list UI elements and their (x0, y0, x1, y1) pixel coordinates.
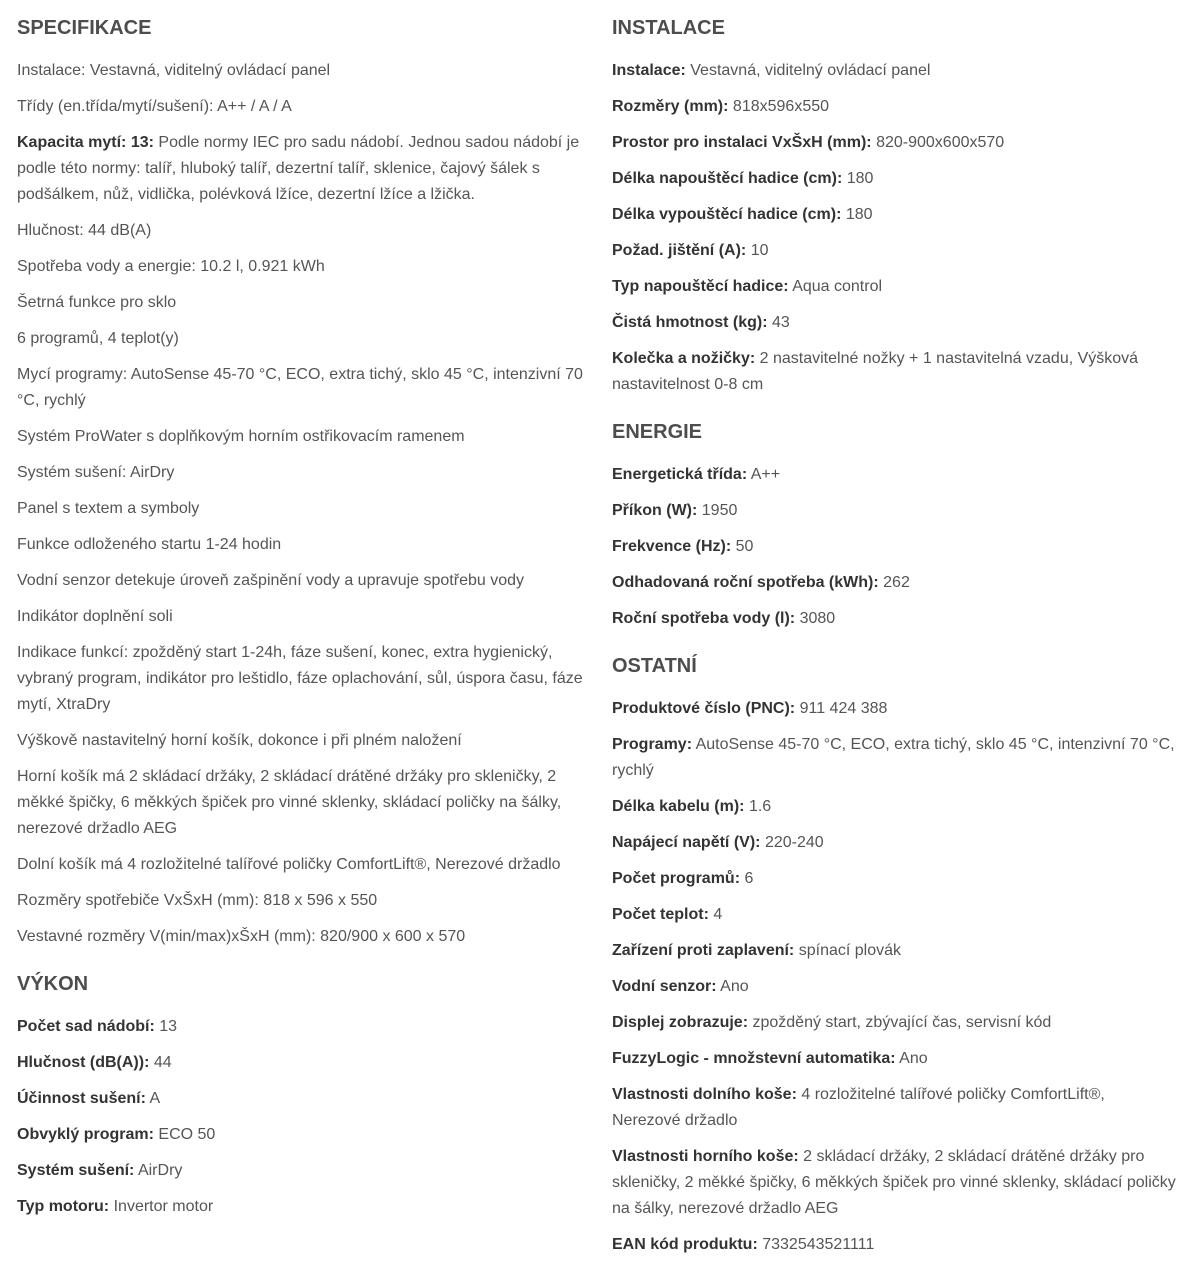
spec-label: Obvyklý program: (17, 1126, 154, 1143)
spec-label: Kapacita mytí: 13: (17, 134, 154, 151)
spec-value: 180 (845, 206, 873, 223)
spec-label: Typ napouštěcí hadice: (612, 278, 789, 295)
spec-item (612, 866, 1177, 892)
spec-value: 44 (153, 1054, 172, 1071)
spec-label: Vlastnosti dolního koše: (612, 1086, 797, 1103)
spec-item (17, 290, 587, 316)
spec-item (17, 130, 587, 208)
spec-item (17, 532, 587, 558)
spec-value: Funkce odloženého startu 1-24 hodin (17, 536, 282, 553)
spec-value: 6 programů, 4 teplot(y) (17, 330, 179, 347)
spec-label: Čistá hmotnost (kg): (612, 314, 768, 331)
list-vykon (17, 1014, 587, 1220)
spec-value: A (149, 1090, 161, 1107)
spec-item (17, 326, 587, 352)
spec-item (612, 794, 1177, 820)
spec-label: Systém sušení: (17, 1162, 135, 1179)
spec-item (612, 1046, 1177, 1072)
list-energie (612, 462, 1177, 632)
spec-item (612, 346, 1177, 398)
spec-item (612, 606, 1177, 632)
spec-item (17, 1122, 587, 1148)
spec-item (612, 202, 1177, 228)
spec-value: 2 skládací držáky, 2 skládací drátěné držáky pro skleničky, 2 měkké špičky, 6 měkkých špiček pro vinné sklenky, skládací poličky na šálky, nerezové držadlo AEG (612, 1148, 1176, 1217)
spec-value: 2 nastavitelné nožky + 1 nastavitelná vzadu, Výšková nastavitelnost 0-8 cm (612, 350, 1139, 393)
spec-item (612, 166, 1177, 192)
spec-item (612, 1010, 1177, 1036)
spec-value: Hlučnost: 44 dB(A) (17, 222, 152, 239)
spec-item (17, 852, 587, 878)
spec-item (612, 1232, 1177, 1258)
section-title-energie: ENERGIE (612, 421, 703, 443)
spec-item (17, 604, 587, 630)
spec-item (612, 1144, 1177, 1222)
spec-value: 6 (744, 870, 754, 887)
spec-label: Programy: (612, 736, 693, 753)
spec-item (17, 1014, 587, 1040)
spec-value: Mycí programy: AutoSense 45-70 °C, ECO, extra tichý, sklo 45 °C, intenzivní 70 °C, rychlý (17, 366, 583, 409)
spec-item (612, 1082, 1177, 1134)
spec-label: Energetická třída: (612, 466, 748, 483)
spec-label: Hlučnost (dB(A)): (17, 1054, 150, 1071)
spec-item (17, 218, 587, 244)
spec-item (17, 460, 587, 486)
spec-item (612, 498, 1177, 524)
left-column (17, 0, 587, 1230)
spec-label: Napájecí napětí (V): (612, 834, 761, 851)
spec-label: Kolečka a nožičky: (612, 350, 756, 367)
spec-label: Typ motoru: (17, 1198, 110, 1215)
spec-label: EAN kód produktu: (612, 1236, 758, 1253)
spec-item (612, 732, 1177, 784)
spec-value: 220-240 (764, 834, 824, 851)
spec-item (17, 888, 587, 914)
spec-value: 43 (772, 314, 790, 331)
spec-value: 10 (750, 242, 769, 259)
spec-label: Délka kabelu (m): (612, 798, 745, 815)
spec-value: 50 (735, 538, 754, 555)
spec-item (612, 462, 1177, 488)
spec-item (612, 58, 1177, 84)
spec-label: Zařízení proti zaplavení: (612, 942, 795, 959)
spec-value: Vodní senzor detekuje úroveň zašpinění vody a upravuje spotřebu vody (17, 572, 524, 589)
right-column (612, 0, 1177, 1268)
spec-value: Vestavné rozměry V(min/max)xŠxH (mm): 820/900 x 600 x 570 (17, 928, 466, 945)
spec-value: Aqua control (792, 278, 883, 295)
section-title-instalace: INSTALACE (612, 17, 725, 39)
spec-label: Odhadovaná roční spotřeba (kWh): (612, 574, 879, 591)
spec-item (17, 568, 587, 594)
spec-value: Podle normy IEC pro sadu nádobí. Jednou sadou nádobí je podle této normy: talíř, hluboký talíř, dezertní talíř, sklenice, čajový šálek s podšálkem, nůž, vidlička, polévková lžíce, dezertní lžíce a lžička. (17, 134, 580, 203)
spec-value: AirDry (137, 1162, 183, 1179)
spec-item (17, 496, 587, 522)
spec-item (17, 924, 587, 950)
spec-value: Invertor motor (113, 1198, 214, 1215)
spec-label: Roční spotřeba vody (l): (612, 610, 796, 627)
spec-label: Příkon (W): (612, 502, 698, 519)
spec-value: Indikace funkcí: zpožděný start 1-24h, fáze sušení, konec, extra hygienický, vybraný program, indikátor pro leštidlo, fáze oplachování, sůl, úspora času, fáze mytí, XtraDry (17, 644, 583, 713)
spec-value: A++ (750, 466, 781, 483)
spec-label: Frekvence (Hz): (612, 538, 732, 555)
spec-label: Rozměry (mm): (612, 98, 729, 115)
spec-item (17, 58, 587, 84)
spec-item (612, 570, 1177, 596)
spec-value: 7332543521111 (762, 1236, 875, 1253)
section-title-ostatni: OSTATNÍ (612, 655, 697, 677)
spec-item (17, 1194, 587, 1220)
spec-label: Délka napouštěcí hadice (cm): (612, 170, 843, 187)
spec-label: Prostor pro instalaci VxŠxH (mm): (612, 134, 872, 151)
spec-value: AutoSense 45-70 °C, ECO, extra tichý, sklo 45 °C, intenzivní 70 °C, rychlý (612, 736, 1175, 779)
spec-item (17, 94, 587, 120)
spec-item (612, 274, 1177, 300)
spec-value: Výškově nastavitelný horní košík, dokonce i při plném naložení (17, 732, 462, 749)
spec-value: 13 (159, 1018, 178, 1035)
spec-item (612, 830, 1177, 856)
spec-value: spínací plovák (798, 942, 901, 959)
spec-item (17, 362, 587, 414)
spec-value: 180 (846, 170, 874, 187)
spec-item (17, 1050, 587, 1076)
spec-item (612, 974, 1177, 1000)
spec-label: Počet teplot: (612, 906, 709, 923)
spec-value: Rozměry spotřebiče VxŠxH (mm): 818 x 596 x 550 (17, 892, 378, 909)
spec-value: Vestavná, viditelný ovládací panel (690, 62, 931, 79)
spec-item (17, 254, 587, 280)
section-title-vykon: VÝKON (17, 973, 89, 995)
spec-value: Systém sušení: AirDry (17, 464, 175, 481)
spec-item (612, 94, 1177, 120)
spec-item (612, 902, 1177, 928)
spec-value: Ano (720, 978, 749, 995)
spec-value: Instalace: Vestavná, viditelný ovládací panel (17, 62, 331, 79)
spec-value: Šetrná funkce pro sklo (17, 294, 177, 311)
spec-item (17, 1158, 587, 1184)
spec-value: 3080 (799, 610, 836, 627)
spec-value: 1950 (701, 502, 738, 519)
spec-value: Dolní košík má 4 rozložitelné talířové poličky ComfortLift®, Nerezové držadlo (17, 856, 561, 873)
spec-value: Systém ProWater s doplňkovým horním ostřikovacím ramenem (17, 428, 465, 445)
list-instalace (612, 58, 1177, 398)
spec-label: Počet programů: (612, 870, 741, 887)
spec-label: Produktové číslo (PNC): (612, 700, 796, 717)
spec-value: 262 (883, 574, 910, 591)
spec-label: Délka vypouštěcí hadice (cm): (612, 206, 842, 223)
spec-item (612, 238, 1177, 264)
spec-value: Horní košík má 2 skládací držáky, 2 skládací drátěné držáky pro skleničky, 2 měkké špičky, 6 měkkých špiček pro vinné sklenky, skládací poličky na šálky, nerezové držadlo AEG (17, 768, 562, 837)
spec-value: 818x596x550 (732, 98, 830, 115)
spec-value: 820-900x600x570 (876, 134, 1005, 151)
spec-item (612, 696, 1177, 722)
spec-label: Účinnost sušení: (17, 1090, 146, 1107)
spec-label: Počet sad nádobí: (17, 1018, 155, 1035)
spec-value: Spotřeba vody a energie: 10.2 l, 0.921 kWh (17, 258, 325, 275)
spec-label: Požad. jištění (A): (612, 242, 747, 259)
spec-item (612, 130, 1177, 156)
spec-value: Ano (899, 1050, 928, 1067)
spec-value: 1.6 (748, 798, 772, 815)
spec-value: Třídy (en.třída/mytí/sušení): A++ / A / A (17, 98, 292, 115)
spec-item (17, 764, 587, 842)
spec-label: Vlastnosti horního koše: (612, 1148, 799, 1165)
spec-label: FuzzyLogic - množstevní automatika: (612, 1050, 896, 1067)
spec-item (17, 640, 587, 718)
spec-label: Displej zobrazuje: (612, 1014, 749, 1031)
section-title-specifikace: SPECIFIKACE (17, 17, 152, 39)
list-ostatni (612, 696, 1177, 1258)
spec-value: 911 424 388 (799, 700, 888, 717)
spec-value: ECO 50 (158, 1126, 216, 1143)
spec-item (17, 1086, 587, 1112)
spec-item (17, 424, 587, 450)
spec-item (17, 728, 587, 754)
spec-item (612, 310, 1177, 336)
spec-value: Panel s textem a symboly (17, 500, 200, 517)
spec-value: Indikátor doplnění soli (17, 608, 173, 625)
spec-item (612, 534, 1177, 560)
spec-value: 4 (713, 906, 723, 923)
spec-label: Instalace: (612, 62, 686, 79)
spec-item (612, 938, 1177, 964)
spec-value: 4 rozložitelné talířové poličky ComfortLift®, Nerezové držadlo (612, 1086, 1105, 1129)
list-specifikace (17, 58, 587, 950)
spec-label: Vodní senzor: (612, 978, 717, 995)
spec-value: zpožděný start, zbývající čas, servisní kód (752, 1014, 1052, 1031)
